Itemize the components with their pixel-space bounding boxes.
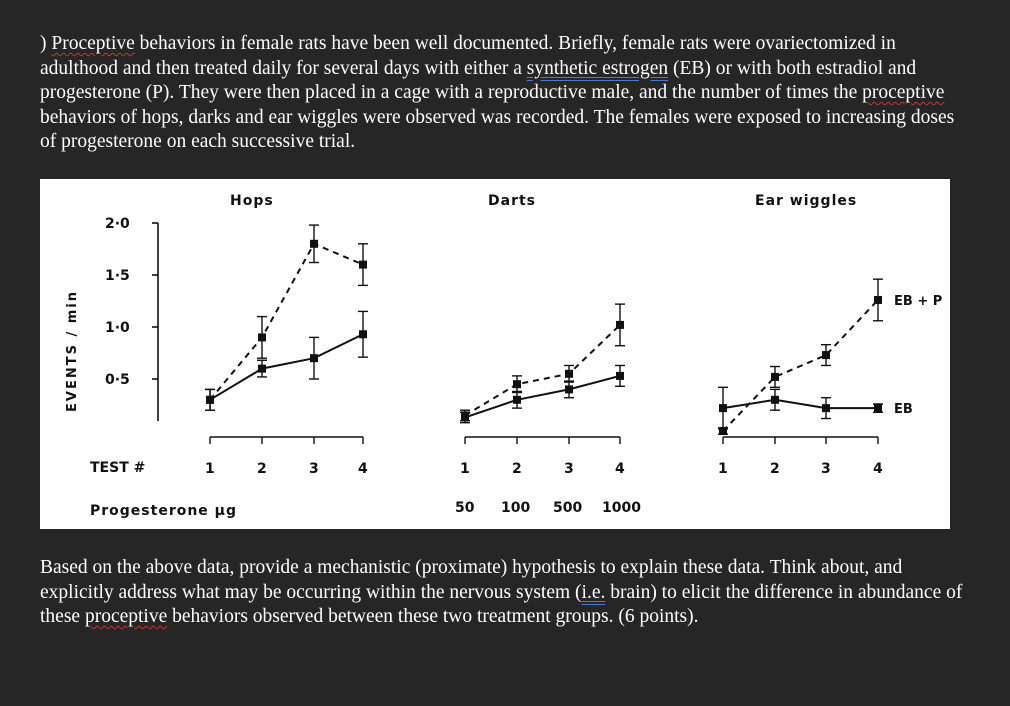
panel-title: Hops [230, 193, 274, 209]
dose-tick-label: 100 [501, 500, 531, 516]
intro-text: behaviors in female rats have been well documented. Briefly, female rats were ovariectomized in adulthood and then treated daily for several days with either a [40, 33, 896, 79]
misspelled-word[interactable]: proceptive [862, 82, 945, 104]
data-point [719, 404, 727, 412]
panel-title: Darts [488, 193, 536, 209]
question-text: Based on the above data, provide a mechanistic (proximate) hypothesis to explain these data. Think about, and explicitly address what may be occurring within the nervous system ( [40, 557, 903, 603]
dose-tick-label: 50 [455, 500, 475, 516]
data-point [822, 351, 830, 359]
x-tick-label: 3 [564, 461, 574, 477]
y-tick-label: 1·0 [105, 320, 130, 336]
data-point [513, 396, 521, 404]
data-point [565, 370, 573, 378]
intro-lead: ) [40, 33, 52, 54]
y-axis-label: EVENTS / min [65, 290, 80, 412]
series-label: EB + P [894, 293, 943, 309]
data-point [513, 380, 521, 388]
data-point [771, 373, 779, 381]
x-tick-label: 4 [873, 461, 883, 477]
grammar-flagged-word[interactable]: i.e. [581, 581, 606, 603]
x-tick-label: 1 [460, 461, 470, 477]
intro-text: (EB) or with both estradiol and progesterone (P). They were then placed in a cage with a reproductive male, and the number of times the [40, 57, 917, 104]
y-tick-label: 2·0 [105, 216, 130, 232]
x-tick-label: 2 [770, 461, 780, 477]
question-text: behaviors observed between these two treatment groups. (6 points). [167, 606, 699, 628]
dose-tick-label: 500 [553, 500, 583, 516]
data-point [874, 296, 882, 304]
behavior-chart [40, 179, 950, 529]
data-point [874, 404, 882, 412]
x-tick-label: 4 [615, 461, 625, 477]
intro-text: behaviors of hops, darks and ear wiggles were observed was recorded. The females were exposed to increasing doses of progesterone on each successive trial. [40, 106, 955, 153]
data-point [565, 385, 573, 393]
series-line-eb [465, 376, 620, 418]
grammar-flagged-phrase[interactable]: synthetic estrogen [526, 57, 669, 79]
x-tick-label: 4 [358, 461, 368, 477]
series-line-eb [210, 334, 363, 400]
intro-paragraph [40, 32, 970, 155]
data-point [258, 333, 266, 341]
data-point [310, 354, 318, 362]
data-point [310, 240, 318, 248]
data-point [258, 365, 266, 373]
data-point [461, 413, 469, 421]
x-tick-label: 2 [512, 461, 522, 477]
series-label: EB [894, 402, 913, 418]
progesterone-label: Progesterone µg [90, 503, 238, 519]
y-tick-label: 0·5 [105, 372, 130, 388]
test-number-label: TEST # [90, 460, 146, 476]
data-point [359, 261, 367, 269]
misspelled-word[interactable]: Proceptive [51, 33, 135, 54]
data-point [822, 404, 830, 412]
data-point [206, 396, 214, 404]
question-paragraph [40, 556, 970, 630]
x-tick-label: 1 [718, 461, 728, 477]
data-point [616, 321, 624, 329]
data-point [771, 396, 779, 404]
data-point [359, 330, 367, 338]
dose-tick-label: 1000 [602, 500, 641, 516]
series-line-eb-p [465, 325, 620, 415]
figure-image [40, 179, 950, 529]
x-tick-label: 1 [205, 461, 215, 477]
y-tick-label: 1·5 [105, 268, 130, 284]
x-tick-label: 3 [309, 461, 319, 477]
panel-title: Ear wiggles [755, 193, 858, 209]
question-text: brain) to elicit the difference in abundance of these [40, 581, 963, 628]
data-point [616, 372, 624, 380]
x-tick-label: 3 [821, 461, 831, 477]
series-line-eb-p [210, 244, 363, 400]
x-tick-label: 2 [257, 461, 267, 477]
series-line-eb-p [723, 300, 878, 431]
misspelled-word[interactable]: proceptive [84, 606, 168, 628]
